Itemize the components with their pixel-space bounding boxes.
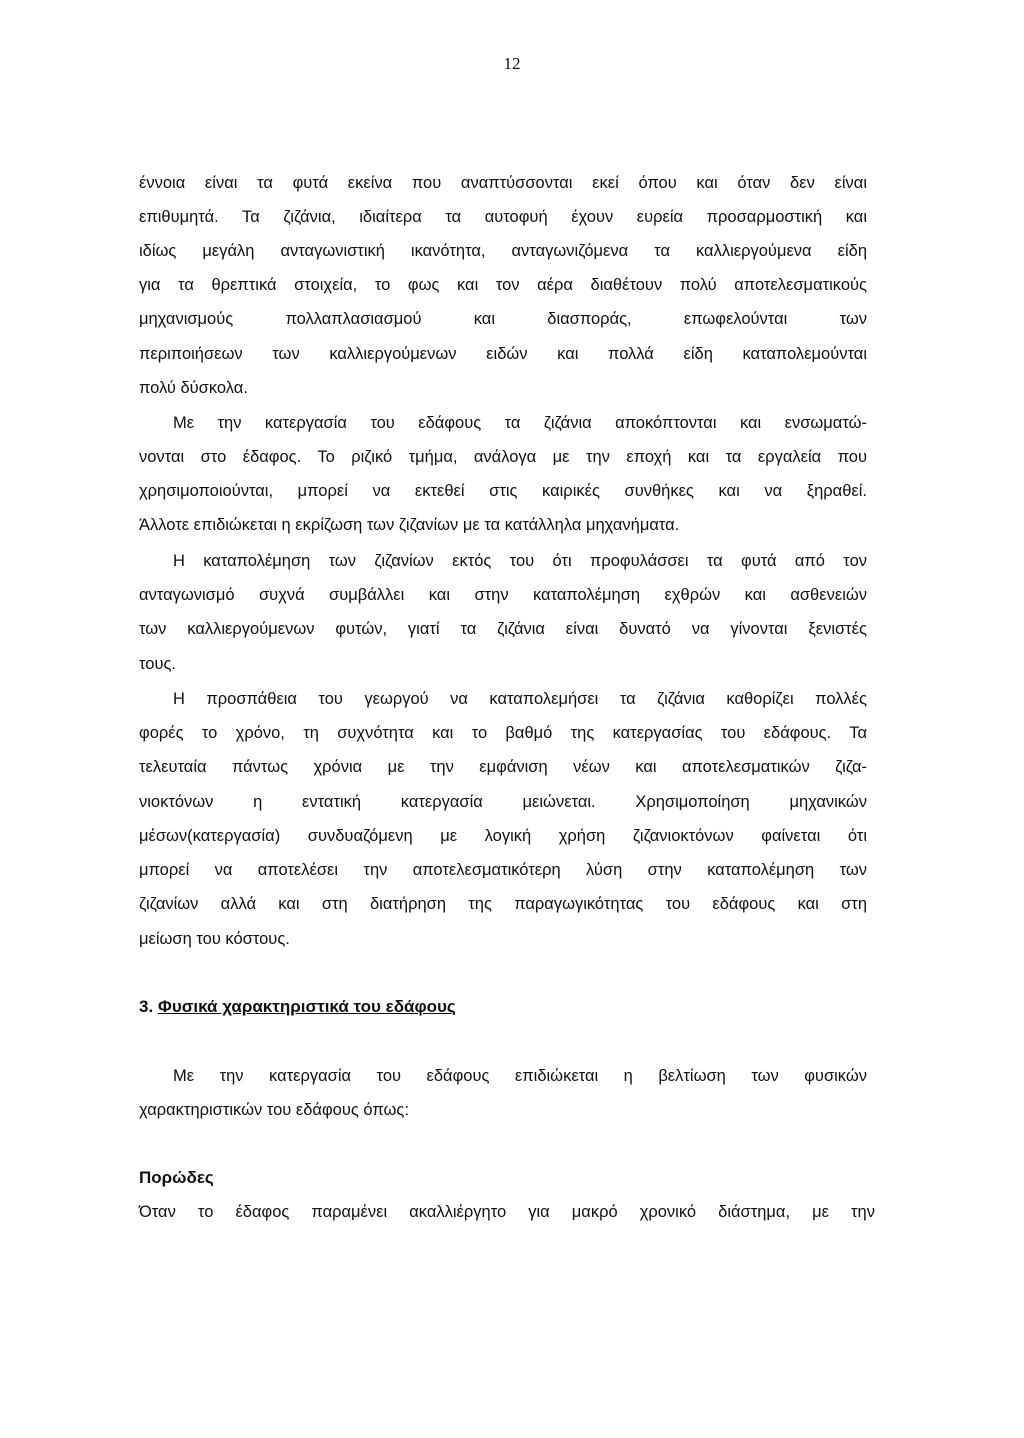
body-text-line: περιποιήσεων των καλλιεργούμενων ειδών και πολλά είδη καταπολεμούνται (139, 345, 867, 363)
body-text-line: Η προσπάθεια του γεωργού να καταπολεμήσει τα ζιζάνια καθορίζει πολλές (173, 690, 867, 708)
body-text-line: μπορεί να αποτελέσει την αποτελεσματικότερη λύση στην καταπολέμηση των (139, 861, 867, 879)
body-text-line: νιοκτόνων η εντατική κατεργασία μειώνεται. Χρησιμοποίηση μηχανικών (139, 793, 867, 811)
body-text-line: έννοια είναι τα φυτά εκείνα που αναπτύσσονται εκεί όπου και όταν δεν είναι (139, 174, 867, 192)
body-text-line: μηχανισμούς πολλαπλασιασμού και διασποράς, επωφελούνται των (139, 310, 867, 328)
body-text-line: νονται στο έδαφος. Το ριζικό τμήμα, ανάλογα με την εποχή και τα εργαλεία που (139, 448, 867, 466)
body-text-line: επιθυμητά. Τα ζιζάνια, ιδιαίτερα τα αυτοφυή έχουν ευρεία προσαρμοστική και (139, 208, 867, 226)
body-text-line: για τα θρεπτικά στοιχεία, το φως και τον αέρα διαθέτουν πολύ αποτελεσματικούς (139, 276, 867, 294)
body-text-line: Άλλοτε επιδιώκεται η εκρίζωση των ζιζανίων με τα κατάλληλα μηχανήματα. (139, 516, 680, 534)
page-number: 12 (503, 54, 521, 73)
section-title: Φυσικά χαρακτηριστικά του εδάφους (157, 997, 456, 1016)
body-text-line: μείωση του κόστους. (139, 930, 290, 948)
body-text-line: μέσων(κατεργασία) συνδυαζόμενη με λογική χρήση ζιζανιοκτόνων φαίνεται ότι (139, 827, 867, 845)
body-text-line: πολύ δύσκολα. (139, 379, 248, 397)
body-text-line: ανταγωνισμό συχνά συμβάλλει και στην καταπολέμηση εχθρών και ασθενειών (139, 586, 867, 604)
body-text-line: Η καταπολέμηση των ζιζανίων εκτός του ότι προφυλάσσει τα φυτά από τον (173, 552, 867, 570)
section-heading (139, 996, 456, 1018)
body-text-line: Με την κατεργασία του εδάφους τα ζιζάνια αποκόπτονται και ενσωματώ- (173, 414, 867, 432)
section-number: 3. (139, 997, 154, 1016)
body-text-line: τους. (139, 655, 177, 673)
body-text-line: Με την κατεργασία του εδάφους επιδιώκεται η βελτίωση των φυσικών (173, 1067, 867, 1085)
body-text-line: ιδίως μεγάλη ανταγωνιστική ικανότητα, ανταγωνιζόμενα τα καλλιεργούμενα είδη (139, 242, 867, 260)
body-text-line: τελευταία πάντως χρόνια με την εμφάνιση νέων και αποτελεσματικών ζιζα- (139, 758, 867, 776)
body-text-line: χρησιμοποιούνται, μπορεί να εκτεθεί στις καιρικές συνθήκες και να ξηραθεί. (139, 482, 867, 500)
subheading-porosity: Πορώδες (139, 1168, 214, 1187)
body-text-line: χαρακτηριστικών του εδάφους όπως: (139, 1101, 409, 1119)
body-text-line: φορές το χρόνο, τη συχνότητα και το βαθμό της κατεργασίας του εδάφους. Τα (139, 724, 867, 742)
body-text-line: ζιζανίων αλλά και στη διατήρηση της παραγωγικότητας του εδάφους και στη (139, 895, 867, 913)
body-text-line: Όταν το έδαφος παραμένει ακαλλιέργητο για μακρό χρονικό διάστημα, με την (139, 1203, 875, 1221)
body-text-line: των καλλιεργούμενων φυτών, γιατί τα ζιζάνια είναι δυνατό να γίνονται ξενιστές (139, 620, 867, 638)
